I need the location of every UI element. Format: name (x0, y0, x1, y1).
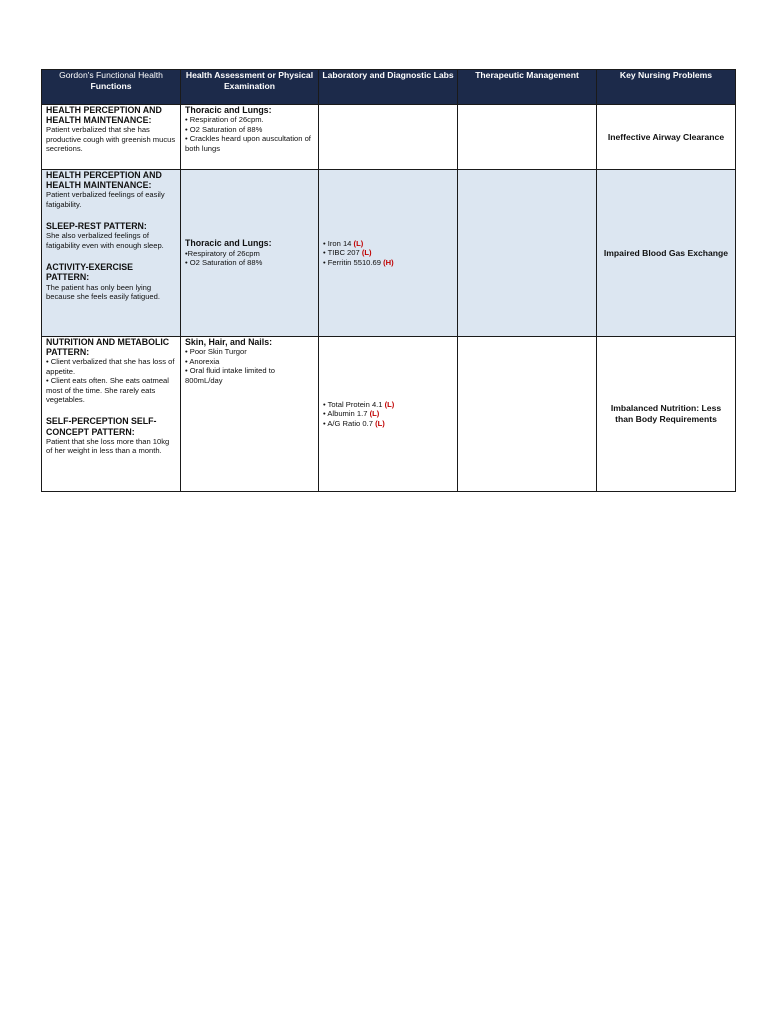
header-row (42, 70, 736, 105)
lab-result: • Iron 14 (L) (323, 238, 364, 248)
therapeutic-cell (458, 105, 597, 170)
nursing-problem: Impaired Blood Gas Exchange (603, 247, 729, 258)
labs-cell (319, 337, 458, 492)
list-item: • Anorexia (185, 356, 220, 366)
assessment-cell (181, 170, 319, 337)
lab-flag: (L) (369, 409, 380, 419)
pattern-text: She also verbalized feelings of fatigability even with enough sleep. (46, 231, 164, 250)
assessment-title: Thoracic and Lungs: (185, 238, 272, 249)
lab-result: • A/G Ratio 0.7 (L) (323, 418, 385, 428)
problem-cell (597, 105, 736, 170)
pattern-title: NUTRITION AND METABOLIC PATTERN: (46, 337, 170, 358)
list-item: • O2 Saturation of 88% (185, 124, 263, 134)
functions-cell (42, 105, 181, 170)
header-key-nursing-problems: Key Nursing Problems (597, 70, 736, 105)
pattern-title: ACTIVITY-EXERCISE PATTERN: (46, 262, 134, 283)
therapeutic-cell (458, 170, 597, 337)
list-item: • O2 Saturation of 88% (185, 258, 263, 268)
pattern-title: SLEEP-REST PATTERN: (46, 221, 147, 232)
lab-flag: (L) (375, 418, 385, 428)
table-row (42, 337, 736, 492)
nursing-care-table (41, 69, 736, 492)
pattern-title: SELF-PERCEPTION SELF-CONCEPT PATTERN: (46, 416, 157, 437)
lab-flag: (L) (361, 248, 372, 258)
pattern-text: The patient has only been lying because she feels easily fatigued. (46, 282, 160, 302)
labs-cell (319, 105, 458, 170)
pattern-text: Patient verbalized feelings of easily fatigability. (46, 190, 165, 209)
list-item: •Respiratory of 26cpm (185, 248, 260, 258)
problem-cell (597, 337, 736, 492)
functions-cell (42, 170, 181, 337)
lab-result: • Albumin 1.7 (L) (323, 409, 380, 419)
list-item: • Client eats often. She eats oatmeal most of the time. She rarely eats vegetables. (46, 376, 169, 405)
functions-cell (42, 337, 181, 492)
lab-result: • Ferritin 5510.69 (H) (323, 257, 394, 267)
list-item: • Oral fluid intake limited to 800mL/day (185, 366, 276, 385)
header-gordons-functions: Gordon's Functional Health Functions (42, 70, 181, 105)
nursing-problem: Imbalanced Nutrition: Less than Body Requirements (610, 403, 722, 424)
therapeutic-cell (458, 337, 597, 492)
list-item: • Client verbalized that she has loss of appetite. (46, 357, 175, 376)
assessment-cell (181, 105, 319, 170)
lab-flag: (L) (384, 399, 395, 409)
pattern-text: Patient verbalized that she has productive cough with greenish mucus secretions. (46, 125, 176, 154)
header-laboratory: Laboratory and Diagnostic Labs (319, 70, 458, 105)
assessment-title: Thoracic and Lungs: (185, 105, 272, 115)
list-item: • Crackles heard upon auscultation of both lungs (185, 134, 311, 153)
header-therapeutic-management: Therapeutic Management (458, 70, 597, 105)
lab-flag: (L) (353, 238, 364, 248)
problem-cell (597, 170, 736, 337)
lab-flag: (H) (383, 257, 394, 267)
pattern-title: HEALTH PERCEPTION AND HEALTH MAINTENANCE: (46, 170, 162, 191)
table-row (42, 170, 736, 337)
list-item: • Respiration of 26cpm. (185, 115, 264, 125)
pattern-title: HEALTH PERCEPTION AND HEALTH MAINTENANCE: (46, 105, 162, 126)
pattern-text: Patient that she loss more than 10kg of her weight in less than a month. (46, 436, 170, 456)
list-item: • Poor Skin Turgor (185, 347, 247, 357)
labs-cell (319, 170, 458, 337)
table-row (42, 105, 736, 170)
lab-result: • Total Protein 4.1 (L) (323, 399, 395, 409)
lab-result: • TIBC 207 (L) (323, 248, 372, 258)
header-health-assessment: Health Assessment or Physical Examination (181, 70, 319, 105)
assessment-cell (181, 337, 319, 492)
assessment-title: Skin, Hair, and Nails: (185, 337, 273, 347)
nursing-problem: Ineffective Airway Clearance (607, 131, 725, 142)
